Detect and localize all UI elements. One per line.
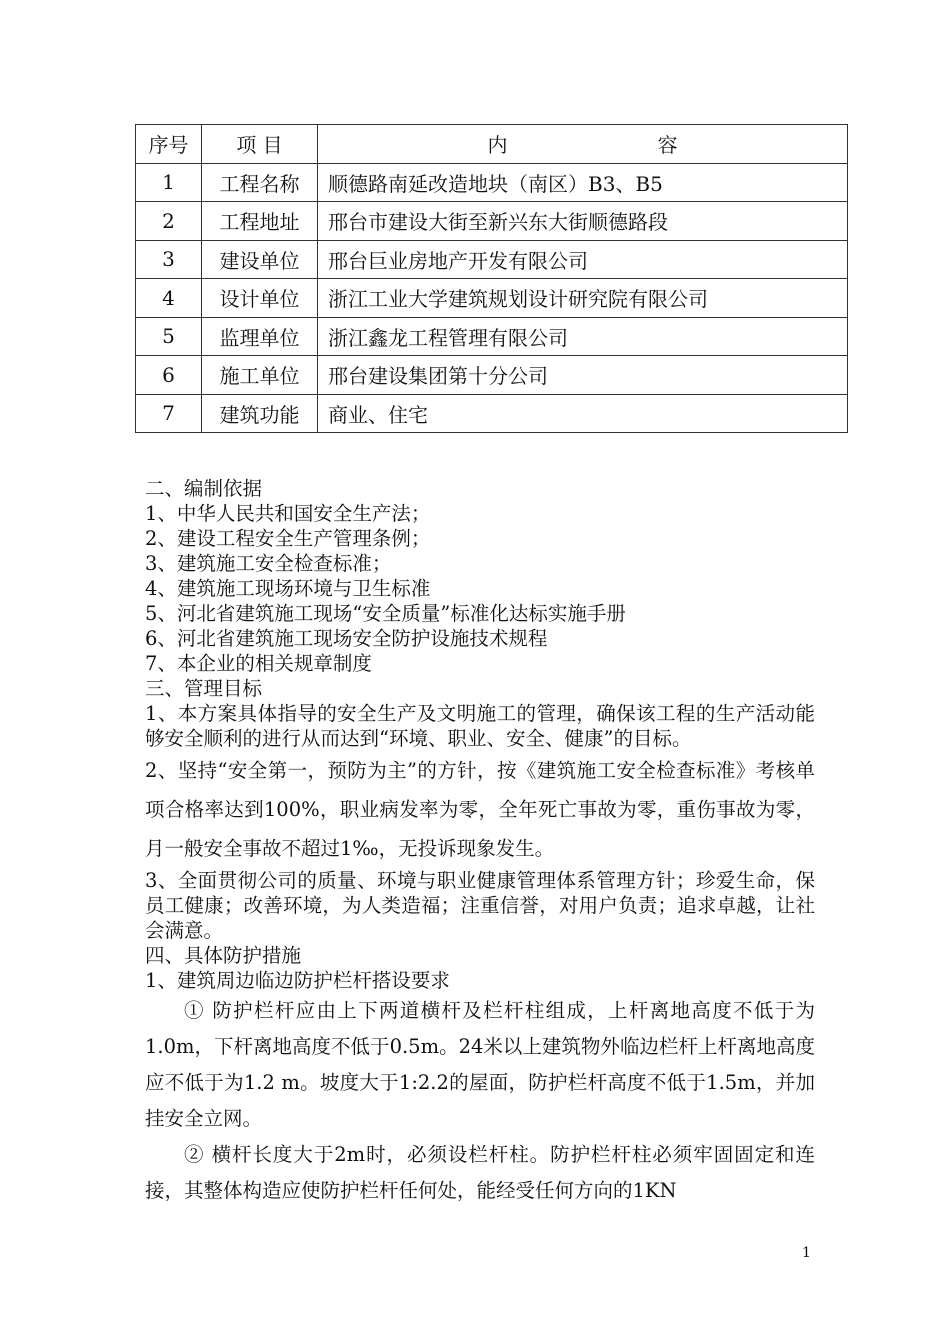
header-content-1: 内: [487, 133, 508, 158]
header-no: 序号: [136, 125, 202, 164]
table-header-row: [136, 125, 848, 164]
row-content: 商业、住宅: [318, 394, 848, 433]
header-content-2: 容: [657, 133, 678, 158]
basis-item: 1、中华人民共和国安全生产法；: [145, 502, 431, 525]
row-item: 工程名称: [202, 163, 318, 202]
basis-item: 4、建筑施工现场环境与卫生标准: [145, 577, 431, 600]
row-item: 设计单位: [202, 279, 318, 318]
section-heading: 二、编制依据: [145, 477, 263, 500]
row-no: 2: [136, 202, 202, 241]
row-item: 监理单位: [202, 317, 318, 356]
row-no: 3: [136, 240, 202, 279]
row-item: 施工单位: [202, 356, 318, 395]
target-paragraph: 2、坚持“安全第一，预防为主”的方针，按《建筑施工安全检查标准》考核单项合格率达到100%，职业病发率为零，全年死亡事故为零，重伤事故为零，月一般安全事故不超过1‰，无投诉现象发生。: [145, 759, 815, 860]
basis-item: 2、建设工程安全生产管理条例；: [145, 527, 431, 550]
basis-item: 6、河北省建筑施工现场安全防护设施技术规程: [145, 627, 548, 650]
row-content: 顺德路南延改造地块（南区）B3、B5: [318, 163, 848, 202]
basis-item: 3、建筑施工安全检查标准；: [145, 552, 392, 575]
row-item: 建设单位: [202, 240, 318, 279]
subsection-heading: 1、建筑周边临边防护栏杆搭设要求: [145, 969, 450, 992]
section-heading: 四、具体防护措施: [145, 944, 302, 967]
measure-paragraph: ① 防护栏杆应由上下两道横杆及栏杆柱组成，上杆离地高度不低于为1.0m，下杆离地高度不低于0.5m。24米以上建筑物外临边栏杆上杆离地高度应不低于为1.2 m。坡度大于1:2.2的屋面，防护栏杆高度不低于1.5m，并加挂安全立网。: [145, 999, 815, 1130]
project-info-table: [135, 124, 848, 433]
table-row: [136, 356, 848, 395]
row-no: 6: [136, 356, 202, 395]
target-paragraph: 3、全面贯彻公司的质量、环境与职业健康管理体系管理方针；珍爱生命，保员工健康；改善环境，为人类造福；注重信誉，对用户负责；追求卓越，让社会满意。: [145, 869, 815, 942]
row-item: 建筑功能: [202, 394, 318, 433]
table-row: [136, 202, 848, 241]
row-no: 1: [136, 163, 202, 202]
table-row: [136, 163, 848, 202]
row-content: 邢台建设集团第十分公司: [318, 356, 848, 395]
basis-item: 7、本企业的相关规章制度: [145, 652, 372, 675]
row-content: 浙江工业大学建筑规划设计研究院有限公司: [318, 279, 848, 318]
table-row: [136, 279, 848, 318]
section-heading: 三、管理目标: [145, 677, 263, 700]
row-content: 邢台巨业房地产开发有限公司: [318, 240, 848, 279]
row-content: 邢台市建设大街至新兴东大街顺德路段: [318, 202, 848, 241]
row-content: 浙江鑫龙工程管理有限公司: [318, 317, 848, 356]
measure-paragraph: ② 横杆长度大于2m时，必须设栏杆柱。防护栏杆柱必须牢固固定和连接，其整体构造应使防护栏杆任何处，能经受任何方向的1KN: [145, 1143, 815, 1202]
page-number: 1: [802, 1245, 811, 1261]
row-no: 4: [136, 279, 202, 318]
header-content: [318, 125, 848, 164]
table-row: [136, 317, 848, 356]
basis-item: 5、河北省建筑施工现场“安全质量”标准化达标实施手册: [145, 602, 626, 625]
row-no: 7: [136, 394, 202, 433]
target-paragraph: 1、本方案具体指导的安全生产及文明施工的管理，确保该工程的生产活动能够安全顺利的进行从而达到“环境、职业、安全、健康”的目标。: [145, 702, 815, 750]
row-item: 工程地址: [202, 202, 318, 241]
header-item: 项 目: [202, 125, 318, 164]
row-no: 5: [136, 317, 202, 356]
document-body: [145, 476, 815, 1209]
table-row: [136, 240, 848, 279]
table-row: [136, 394, 848, 433]
